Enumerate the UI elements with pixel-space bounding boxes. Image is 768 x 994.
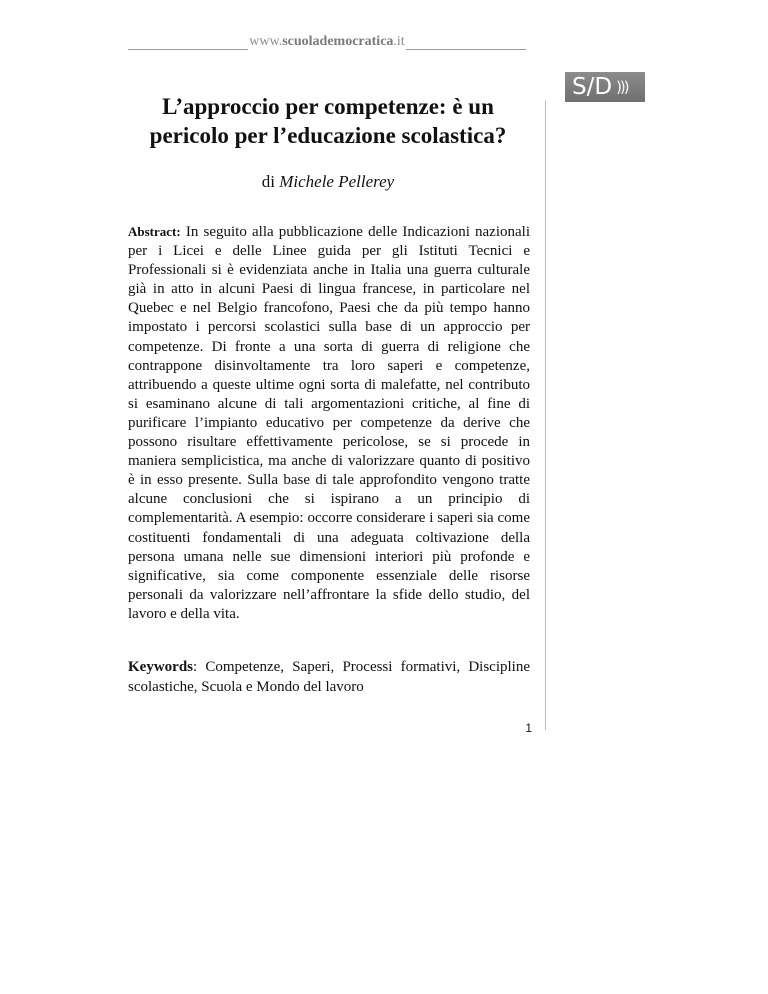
keywords-text: : Competenze, Saperi, Processi formativi, Discipline scolastiche, Scuola e Mondo del lavoro [128, 659, 530, 695]
keywords-label: Keywords [128, 659, 193, 675]
site-prefix: www. [249, 34, 283, 49]
page-number: 1 [525, 721, 532, 735]
keywords [128, 658, 530, 697]
journal-logo [565, 72, 645, 102]
site-name: scuolademocratica [282, 34, 394, 49]
author-name: Michele Pellerey [279, 172, 395, 191]
logo-waves-icon: ))) [616, 78, 628, 96]
margin-divider [545, 100, 546, 730]
logo-text: S/D [572, 74, 613, 100]
header-rule-left [128, 37, 248, 50]
author-line [128, 172, 528, 192]
paper-title: L’approccio per competenze: è un pericolo per l’educazione scolastica? [149, 94, 507, 148]
abstract [128, 222, 530, 624]
author-prefix: di [261, 172, 275, 191]
header-rule-right [406, 37, 526, 50]
abstract-text: In seguito alla pubblicazione delle Indicazioni nazionali per i Licei e delle Linee guida per gli Istituti Tecnici e Professionali si è evidenziata anche in Italia una guerra culturale già in atto in alcuni Paesi di lingua francese, in particolare nel Quebec e nel Belgio francofono, Paesi che da più tempo hanno impostato i percorsi scolastici sulla base di un approccio per competenze. Di fronte a una sorta di guerra di religione che contrappone disinvoltamente tra loro saperi e competenze, attribuendo a queste ultime ogni sorta di malefatte, nel contributo si esaminano alcune di tali argomentazioni critiche, al fine di purificare l’impianto educativo per competenze da derive che possono risultare effettivamente pericolose, se si procede in maniera semplicistica, ma anche di valorizzare quanto di positivo è in esso presente. Sulla base di tale approfondito vengono tratte alcune conclusioni che si ispirano a un principio di complementarità. A esempio: occorre considerare i saperi sia come costituenti fondamentali di una adeguata coltivazione della persona umana nelle sue dimensioni interiori più profonde e significative, sia come componente essenziale delle risorse personali da valorizzare nell’affrontare la sfide dello studio, del lavoro e della vita. [128, 224, 530, 622]
running-header [128, 34, 526, 50]
header-site-url [248, 34, 405, 50]
site-suffix: .it [393, 34, 405, 49]
abstract-label: Abstract: [128, 224, 181, 239]
